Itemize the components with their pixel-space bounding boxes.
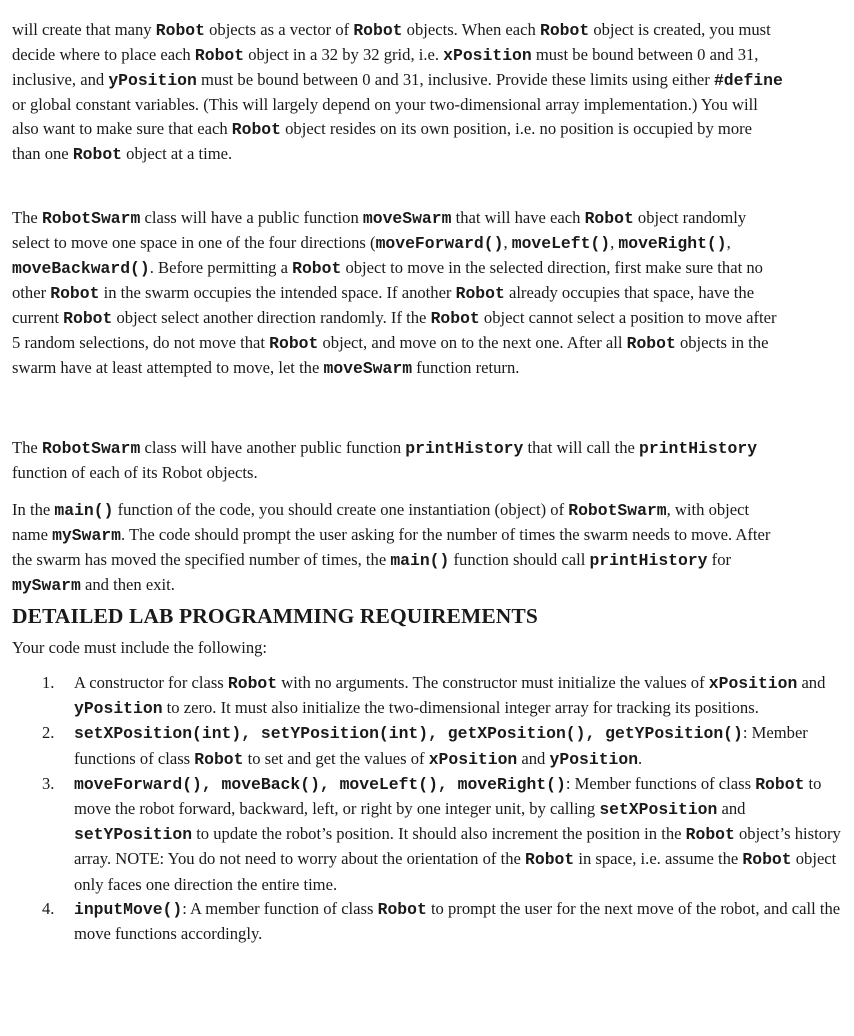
code-term: moveBackward() [12,258,150,278]
code-term: Robot [231,119,281,139]
code-term: inputMove() [74,899,183,919]
code-term: Robot [525,850,575,870]
code-term: Robot [455,283,505,303]
code-term: Robot [72,145,123,165]
code-term: Robot [626,334,676,354]
code-term: Robot [755,774,805,794]
code-term: setYPosition [74,825,193,845]
requirement-text: moveForward(), moveBack(), moveLeft(), moveRight(): Member functions of class Robot to move the robot forward, backward, left, or right by one integer unit, by calling setXPosition and setYPosition to update the robot’s position. It should also increment the position in the Robot object’s history array. NOTE: You do not need to worry about the orientation of the Robot in space, i.e. assume the Robot object only faces one direction the entire time. [74,773,841,894]
code-term: Robot [227,674,278,693]
code-term: Robot [377,899,427,919]
code-term: Robot [194,749,244,769]
code-term: xPosition [708,674,798,693]
code-term: mySwarm [52,525,121,545]
code-term: moveSwarm [323,359,413,379]
code-term: moveForward() [375,233,504,253]
code-term: printHistory [589,550,708,570]
requirement-item-constructor [42,671,854,721]
section-heading: DETAILED LAB PROGRAMMING REQUIREMENTS [12,604,538,628]
code-term: setXPosition(int), setYPosition(int), getXPosition(), getYPosition() [74,724,743,744]
code-term: Robot [50,283,100,303]
requirements-list [0,671,854,946]
code-term: Robot [292,258,342,278]
code-term: main() [390,550,450,570]
requirement-item-set-get-position [42,721,854,771]
code-term: Robot [353,20,403,40]
code-term: yPosition [74,699,163,719]
code-term: printHistory [639,438,758,458]
code-term: #define [713,70,783,90]
list-number: 1. [42,673,55,692]
code-term: Robot [742,850,792,870]
code-term: Robot [430,308,480,328]
code-term: RobotSwarm [41,438,141,458]
code-term: moveSwarm [362,208,452,228]
requirement-text: setXPosition(int), setYPosition(int), getXPosition(), getYPosition(): Member functions of class Robot to set and get the values of xPosition and yPosition. [74,723,808,769]
code-term: Robot [685,825,735,845]
requirement-item-input-move [42,897,854,946]
code-term: mySwarm [12,575,81,595]
code-term: RobotSwarm [568,500,667,520]
requirements-intro: Your code must include the following: [12,638,268,657]
code-term: yPosition [108,70,197,90]
requirement-item-move-functions [42,772,854,897]
requirement-text: inputMove(): A member function of class Robot to prompt the user for the next move of the robot, and call the move functions accordingly. [74,898,841,944]
code-term: setXPosition [599,800,718,820]
paragraph-main-function: In the main() function of the code, you should create one instantiation (object) of RobotSwarm, with object name mySwarm. The code should prompt the user asking for the number of times the swarm needs to move. After the swarm has moved the specified number of times, the main() function should call printHistory for mySwarm and then exit. [12,499,771,595]
code-term: moveForward(), moveBack(), moveLeft(), moveRight() [74,774,566,794]
code-term: xPosition [428,749,518,769]
code-term: main() [54,500,114,520]
code-term: xPosition [443,45,532,65]
code-term: moveLeft() [511,233,611,253]
list-number: 3. [42,773,55,793]
code-term: Robot [194,45,245,65]
paragraph-robot-placement: will create that many Robot objects as a vector of Robot objects. When each Robot object is created, you must decide where to place each Robot object in a 32 by 32 grid, i.e. xPosition must be bound between 0 and 31, inclusive, and yPosition must be bound between 0 and 31, inclusive. Provide these limits using either #define or global constant variables. (This will largely depend on your two-dimensional array implementation.) You will also want to make sure that each Robot object resides on its own position, i.e. no position is occupied by more than one Robot object at a time. [12,19,783,165]
list-number: 2. [42,723,55,743]
code-term: Robot [155,20,205,40]
code-term: yPosition [549,749,639,769]
code-term: Robot [539,20,590,40]
requirement-text: A constructor for class Robot with no arguments. The constructor must initialize the values of xPosition and yPosition to zero. It must also initialize the two-dimensional integer array for tracking its positions. [74,673,826,719]
paragraph-print-history: The RobotSwarm class will have another public function printHistory that will call the printHistory function of each of its Robot objects. [12,437,758,482]
code-term: moveRight() [618,233,727,253]
code-term: Robot [269,334,319,354]
code-term: Robot [63,308,113,328]
code-term: RobotSwarm [41,208,141,228]
code-term: printHistory [405,438,524,458]
code-term: Robot [584,208,634,228]
paragraph-move-swarm: The RobotSwarm class will have a public function moveSwarm that will have each Robot object randomly select to move one space in one of the four directions (moveForward(), moveLeft(), moveRight(), moveBackward(). Before permitting a Robot object to move in the selected direction, first make sure that no other Robot in the swarm occupies the intended space. If another Robot already occupies that space, have the current Robot object select another direction randomly. If the Robot object cannot select a position to move after 5 random selections, do not move that Robot object, and move on to the next one. After all Robot objects in the swarm have at least attempted to move, let the moveSwarm function return. [12,207,777,379]
list-number: 4. [42,898,55,918]
